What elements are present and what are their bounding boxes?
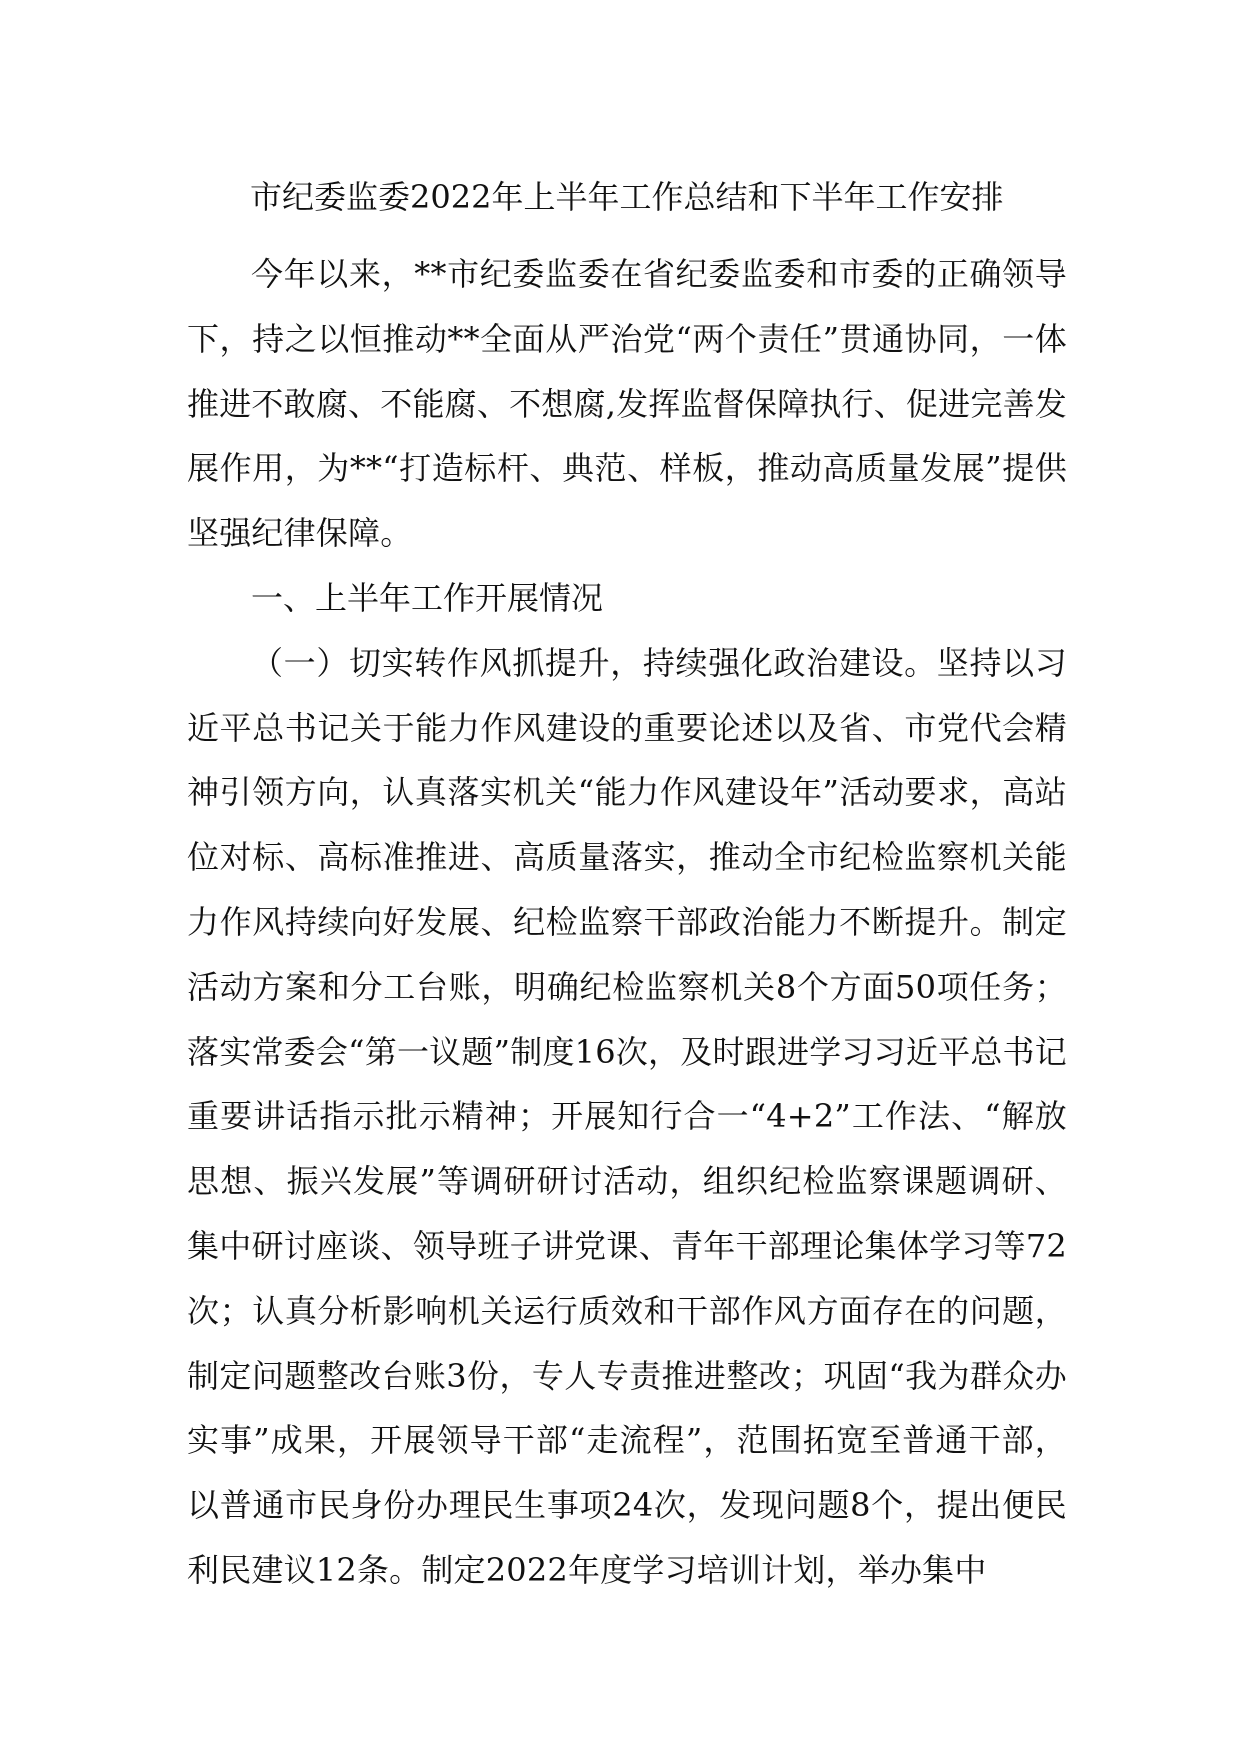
section-heading: 一、上半年工作开展情况 [251,578,604,617]
intro-paragraph: 今年以来，**市纪委监委在省纪委监委和市委的正确领导下，持之以恒推动**全面从严治党“两个责任”贯通协同，一体推进不敢腐、不能腐、不想腐,发挥监督保障执行、促进完善发展作用，为**“打造标杆、典范、样板，推动高质量发展”提供坚强纪律保障。 [187,255,1067,553]
document-title: 市纪委监委2022年上半年工作总结和下半年工作安排 [250,178,1004,216]
section-paragraph: （一）切实转作风抓提升，持续强化政治建设。坚持以习近平总书记关于能力作风建设的重要论述以及省、市党代会精神引领方向，认真落实机关“能力作风建设年”活动要求，高站位对标、高标准推进、高质量落实，推动全市纪检监察机关能力作风持续向好发展、纪检监察干部政治能力不断提升。制定活动方案和分工台账，明确纪检监察机关8个方面50项任务；落实常委会“第一议题”制度16次，及时跟进学习习近平总书记重要讲话指示批示精神；开展知行合一“4+2”工作法、“解放思想、振兴发展”等调研研讨活动，组织纪检监察课题调研、集中研讨座谈、领导班子讲党课、青年干部理论集体学习等72次；认真分析影响机关运行质效和干部作风方面存在的问题，制定问题整改台账3份，专人专责推进整改；巩固“我为群众办实事”成果，开展领导干部“走流程”，范围拓宽至普通干部，以普通市民身份办理民生事项24次，发现问题8个，提出便民利民建议12条。制定2022年度学习培训计划，举办集中 [187,643,1067,1589]
document-body [187,242,1067,1603]
